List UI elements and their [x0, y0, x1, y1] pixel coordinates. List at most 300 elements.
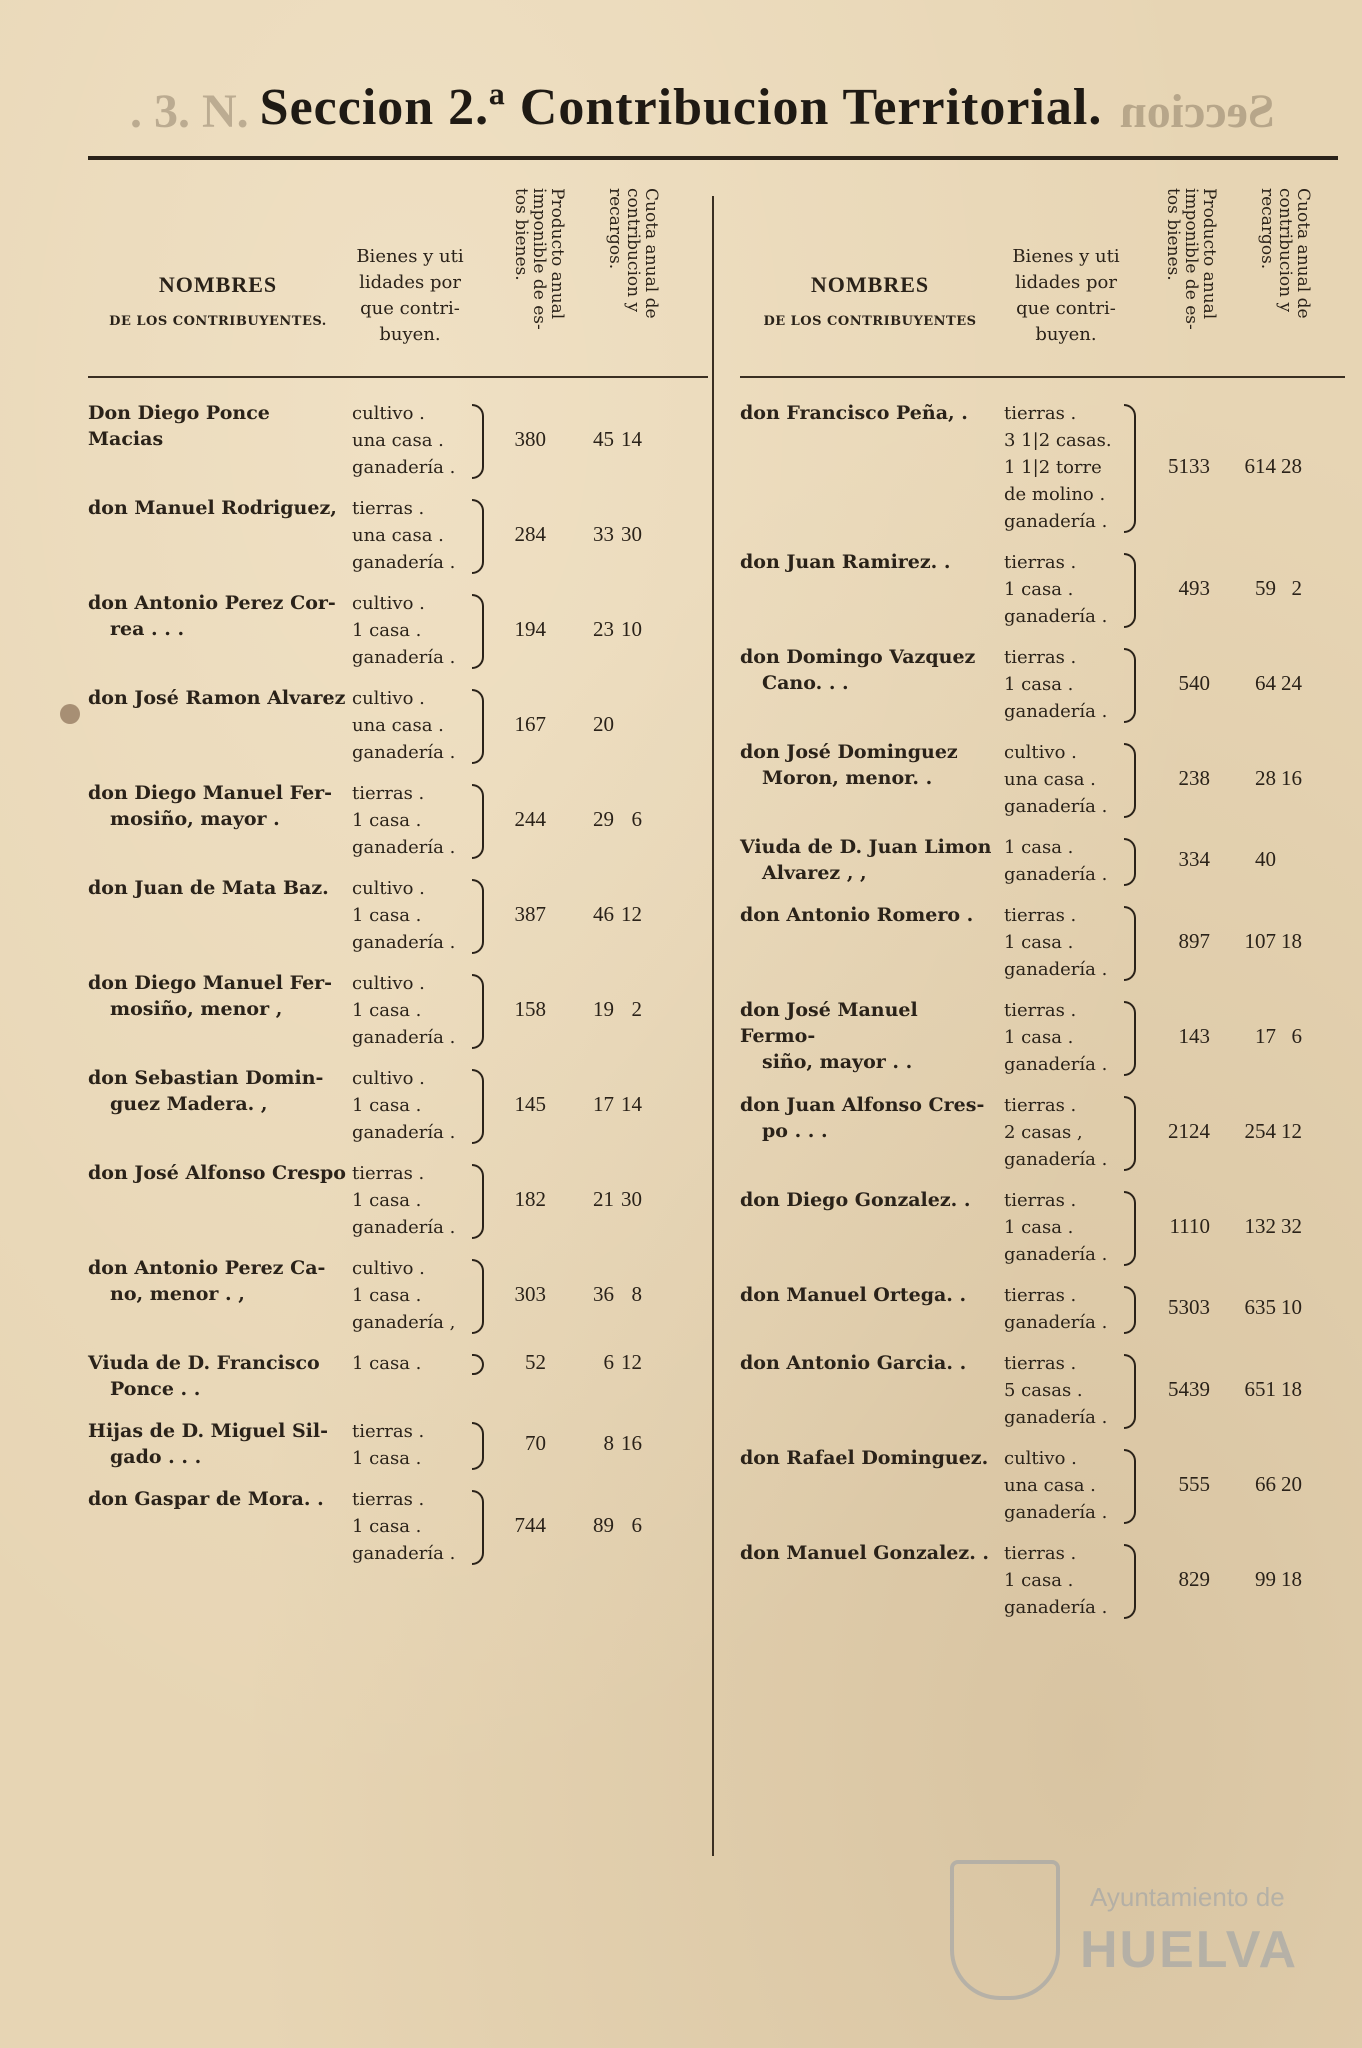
property-item: cultivo .: [1004, 742, 1077, 763]
producto-value: 5439: [1168, 1376, 1210, 1401]
property-item: ganadería .: [1004, 606, 1108, 627]
taxpayer-name: [88, 780, 346, 832]
property-item: 1 casa .: [352, 620, 422, 641]
property-items: [352, 875, 472, 956]
brace-icon: [1124, 1191, 1136, 1266]
property-item: ganadería .: [1004, 1244, 1108, 1265]
property-items: [352, 590, 472, 671]
cuota-header: Cuota anual de contribucion y recargos.: [605, 188, 661, 319]
property-items: [352, 780, 472, 861]
producto-value: 380: [514, 426, 546, 451]
cuota-reales: 19: [593, 996, 614, 1021]
property-item: ganadería .: [352, 457, 456, 478]
brace-icon: [472, 1069, 484, 1144]
cuota-maravedis: 18: [1281, 928, 1302, 953]
producto-value: 493: [1178, 575, 1210, 600]
property-item: 1 casa .: [352, 1516, 422, 1537]
taxpayer-name: [88, 1350, 346, 1402]
property-item: 1 casa .: [352, 1000, 422, 1021]
cuota-maravedis: 12: [621, 901, 642, 926]
taxpayer-name-line: gado . . .: [110, 1446, 202, 1468]
brace-icon: [1124, 906, 1136, 981]
property-item: tierras .: [1004, 1095, 1077, 1116]
property-item: cultivo .: [352, 1258, 425, 1279]
brace-icon: [472, 1422, 484, 1470]
property-item: una casa .: [352, 525, 444, 546]
taxpayer-name: [88, 1255, 346, 1307]
property-item: ganadería .: [1004, 1407, 1108, 1428]
property-item: tierras .: [352, 1421, 425, 1442]
producto-value: 158: [514, 996, 546, 1021]
cuota-reales: 99: [1255, 1566, 1276, 1591]
property-item: ganadería .: [1004, 511, 1108, 532]
cuota-reales: 614: [1244, 453, 1276, 478]
property-item: 1 casa .: [352, 1353, 422, 1374]
taxpayer-name-line: Cano. . .: [762, 672, 849, 694]
property-item: 2 casas ,: [1004, 1122, 1083, 1143]
taxpayer-name-line: don Antonio Perez Ca-: [88, 1257, 326, 1279]
cuota-maravedis: 28: [1281, 453, 1302, 478]
property-item: ganadería .: [352, 1543, 456, 1564]
bienes-label-line: buyen.: [379, 324, 441, 345]
property-item: una casa .: [1004, 1475, 1096, 1496]
producto-value: 194: [514, 616, 546, 641]
watermark-line2: HUELVA: [1080, 1921, 1299, 1979]
property-items: [352, 1350, 472, 1377]
table-row: [88, 1160, 708, 1241]
property-item: 1 casa .: [1004, 674, 1074, 695]
property-item: ganadería .: [1004, 1312, 1108, 1333]
property-items: [352, 1418, 472, 1472]
table-header: [740, 180, 1345, 370]
cuota-maravedis: 2: [631, 996, 642, 1021]
names-header: [88, 272, 348, 329]
taxpayer-name-line: don Juan Alfonso Cres-: [740, 1094, 985, 1116]
property-item: cultivo .: [352, 403, 425, 424]
property-item: una casa .: [352, 430, 444, 451]
brace-icon: [1124, 1286, 1136, 1334]
table-row: [740, 902, 1345, 983]
taxpayer-name-line: siño, mayor . .: [762, 1051, 913, 1073]
brace-icon: [472, 784, 484, 859]
table-row: [740, 1092, 1345, 1173]
cuota-reales: 46: [593, 901, 614, 926]
table-row: [740, 1350, 1345, 1431]
brace-icon: [472, 689, 484, 764]
names-label: NOMBRES: [810, 272, 930, 297]
taxpayer-name-line: don Francisco Peña, .: [740, 402, 968, 424]
cuota-maravedis: 14: [621, 426, 642, 451]
bleed-through-text-left: . 3. N.: [130, 85, 249, 138]
taxpayer-name-line: Don Diego Ponce Macias: [88, 402, 270, 450]
brace-icon: [1124, 838, 1136, 886]
property-item: 1 casa .: [352, 810, 422, 831]
property-item: ganadería .: [1004, 1149, 1108, 1170]
table-header: [88, 180, 708, 370]
property-item: tierras .: [1004, 1285, 1077, 1306]
brace-icon: [1124, 1354, 1136, 1429]
taxpayer-name-line: mosiño, menor ,: [110, 998, 283, 1020]
property-item: ganadería .: [1004, 1597, 1108, 1618]
producto-value: 2124: [1168, 1118, 1210, 1143]
taxpayer-name-line: don Juan Ramirez. .: [740, 551, 951, 573]
cuota-header: Cuota anual de contribucion y recargos.: [1257, 188, 1313, 319]
cuota-maravedis: 6: [1291, 1023, 1302, 1048]
brace-icon: [1124, 1096, 1136, 1171]
taxpayer-name: [740, 997, 998, 1075]
property-item: 1 casa .: [1004, 1217, 1074, 1238]
property-item: tierras .: [1004, 1353, 1077, 1374]
property-items: [1004, 1282, 1124, 1336]
property-items: [352, 1255, 472, 1336]
left-table: [88, 180, 708, 1581]
producto-value: 5133: [1168, 453, 1210, 478]
taxpayer-name-line: don Juan de Mata Baz.: [88, 877, 329, 899]
property-item: cultivo .: [352, 1068, 425, 1089]
taxpayer-name-line: rea . . .: [110, 618, 185, 640]
property-item: tierras .: [1004, 1543, 1077, 1564]
taxpayer-name-line: don Antonio Romero .: [740, 904, 974, 926]
cuota-maravedis: 10: [621, 616, 642, 641]
taxpayer-name: [740, 1445, 998, 1471]
header-rule: [88, 376, 708, 378]
property-items: [352, 685, 472, 766]
property-item: de molino .: [1004, 484, 1106, 505]
names-sublabel: DE LOS CONTRIBUYENTES: [763, 314, 977, 329]
cuota-reales: 28: [1255, 765, 1276, 790]
brace-icon: [1124, 553, 1136, 628]
taxpayer-name: [740, 739, 998, 791]
brace-icon: [472, 1354, 484, 1375]
taxpayer-name-line: don José Manuel Fermo-: [740, 999, 918, 1047]
producto-value: 303: [514, 1281, 546, 1306]
property-items: [1004, 1092, 1124, 1173]
table-row: [88, 685, 708, 766]
taxpayer-name-line: don Gaspar de Mora. .: [88, 1488, 324, 1510]
taxpayer-name: [88, 875, 346, 901]
taxpayer-name-line: Alvarez , ,: [762, 862, 867, 884]
property-item: ganadería .: [352, 932, 456, 953]
taxpayer-name-line: don José Dominguez: [740, 741, 958, 763]
property-item: ganadería .: [352, 1217, 456, 1238]
property-item: ganadería .: [1004, 1502, 1108, 1523]
property-item: tierras .: [352, 783, 425, 804]
property-item: tierras .: [1004, 403, 1077, 424]
property-item: ganadería .: [1004, 701, 1108, 722]
cuota-maravedis: 12: [1281, 1118, 1302, 1143]
cuota-reales: 64: [1255, 670, 1276, 695]
table-row: [740, 1187, 1345, 1268]
brace-icon: [472, 1164, 484, 1239]
property-item: 1 casa .: [352, 1190, 422, 1211]
taxpayer-name-line: don José Alfonso Crespo: [88, 1162, 346, 1184]
cuota-maravedis: 20: [1281, 1471, 1302, 1496]
property-items: [352, 1160, 472, 1241]
cuota-reales: 66: [1255, 1471, 1276, 1496]
producto-value: 540: [1178, 670, 1210, 695]
brace-icon: [1124, 1544, 1136, 1619]
table-row: [88, 1255, 708, 1336]
page-title: Seccion 2.ª Contribucion Territorial.: [259, 79, 1103, 136]
property-items: [352, 1486, 472, 1567]
property-item: tierras .: [1004, 647, 1077, 668]
taxpayer-name-line: guez Madera. ,: [110, 1093, 268, 1115]
cuota-maravedis: 16: [621, 1431, 642, 1455]
column-divider: [712, 196, 714, 1856]
cuota-maravedis: 16: [1281, 765, 1302, 790]
property-item: 3 1|2 casas.: [1004, 430, 1112, 451]
table-row: [88, 1418, 708, 1472]
property-item: tierras .: [1004, 1000, 1077, 1021]
taxpayer-name: [88, 1160, 346, 1186]
taxpayer-name-line: mosiño, mayor .: [110, 808, 280, 830]
taxpayer-name: [88, 1065, 346, 1117]
brace-icon: [472, 1259, 484, 1334]
cuota-reales: 89: [593, 1512, 614, 1537]
table-row: [88, 400, 708, 481]
property-item: cultivo .: [352, 878, 425, 899]
cuota-reales: 651: [1244, 1376, 1276, 1401]
producto-value: 387: [514, 901, 546, 926]
coat-of-arms-icon: [950, 1860, 1060, 2000]
cuota-maravedis: 8: [631, 1281, 642, 1306]
producto-value: 143: [1178, 1023, 1210, 1048]
cuota-reales: 107: [1244, 928, 1276, 953]
table-row: [740, 834, 1345, 888]
property-items: [1004, 1350, 1124, 1431]
property-items: [1004, 1445, 1124, 1526]
cuota-reales: 8: [603, 1431, 614, 1455]
table-row: [88, 590, 708, 671]
property-item: tierras .: [1004, 905, 1077, 926]
brace-icon: [1124, 743, 1136, 818]
table-row: [88, 1486, 708, 1567]
bienes-label-line: buyen.: [1035, 324, 1097, 345]
property-item: 5 casas .: [1004, 1380, 1083, 1401]
property-item: 1 casa .: [1004, 932, 1074, 953]
taxpayer-name: [88, 400, 346, 452]
left-entries: [88, 400, 708, 1567]
brace-icon: [1124, 1449, 1136, 1524]
producto-value: 70: [525, 1431, 546, 1455]
brace-icon: [1124, 648, 1136, 723]
header-rule: [740, 376, 1345, 378]
taxpayer-name: [740, 902, 998, 928]
brace-icon: [472, 974, 484, 1049]
property-item: 1 casa .: [352, 1095, 422, 1116]
producto-value: 244: [514, 806, 546, 831]
property-item: ganadería .: [352, 837, 456, 858]
taxpayer-name-line: don Antonio Perez Cor-: [88, 592, 336, 614]
cuota-maravedis: 30: [621, 1186, 642, 1211]
cuota-maravedis: 2: [1291, 575, 1302, 600]
cuota-maravedis: 10: [1281, 1295, 1302, 1319]
cuota-maravedis: 32: [1281, 1213, 1302, 1238]
taxpayer-name-line: don Antonio Garcia. .: [740, 1352, 967, 1374]
property-item: ganadería .: [1004, 864, 1108, 885]
property-items: [1004, 644, 1124, 725]
table-row: [88, 875, 708, 956]
table-row: [740, 1540, 1345, 1621]
cuota-reales: 17: [593, 1091, 614, 1116]
taxpayer-name-line: don Domingo Vazquez: [740, 646, 976, 668]
taxpayer-name-line: don Diego Gonzalez. .: [740, 1189, 971, 1211]
property-item: cultivo .: [352, 688, 425, 709]
property-items: [352, 1065, 472, 1146]
bienes-label-line: que contri-: [1016, 298, 1116, 319]
right-entries: [740, 400, 1345, 1621]
property-item: ganadería .: [352, 1122, 456, 1143]
property-item: cultivo .: [1004, 1448, 1077, 1469]
taxpayer-name-line: don Sebastian Domin-: [88, 1067, 324, 1089]
taxpayer-name: [88, 1418, 346, 1470]
bienes-header: [346, 244, 474, 348]
property-item: 1 casa .: [1004, 579, 1074, 600]
table-row: [88, 780, 708, 861]
names-label: NOMBRES: [158, 272, 278, 297]
property-item: ganadería .: [352, 1027, 456, 1048]
taxpayer-name-line: Viuda de D. Juan Limon: [740, 836, 992, 858]
taxpayer-name-line: Viuda de D. Francisco: [88, 1352, 320, 1374]
table-row: [740, 997, 1345, 1078]
property-item: una casa .: [1004, 769, 1096, 790]
right-table: [740, 180, 1345, 1635]
property-item: 1 casa .: [1004, 837, 1074, 858]
brace-icon: [472, 1490, 484, 1565]
property-items: [1004, 400, 1124, 535]
producto-value: 897: [1178, 928, 1210, 953]
property-items: [352, 970, 472, 1051]
cuota-maravedis: 6: [631, 806, 642, 831]
cuota-reales: 59: [1255, 575, 1276, 600]
taxpayer-name: [740, 1540, 998, 1566]
producto-value: 1110: [1169, 1213, 1210, 1238]
cuota-maravedis: 6: [631, 1512, 642, 1537]
producto-value: 555: [1178, 1471, 1210, 1496]
cuota-reales: 254: [1244, 1118, 1276, 1143]
names-header: [740, 272, 1000, 329]
cuota-reales: 635: [1244, 1295, 1276, 1319]
property-items: [1004, 1540, 1124, 1621]
watermark-line1: Ayuntamiento de: [1090, 1882, 1285, 1912]
taxpayer-name: [740, 644, 998, 696]
producto-value: 284: [514, 521, 546, 546]
title-rule: [88, 156, 1338, 160]
taxpayer-name: [740, 834, 998, 886]
property-items: [1004, 902, 1124, 983]
property-item: 1 casa .: [352, 905, 422, 926]
property-items: [352, 495, 472, 576]
brace-icon: [1124, 404, 1136, 533]
property-items: [352, 400, 472, 481]
producto-value: 334: [1178, 847, 1210, 871]
table-row: [740, 739, 1345, 820]
producto-header: Producto anual imponible de es- tos bienes.: [511, 188, 567, 330]
cuota-maravedis: 12: [621, 1350, 642, 1374]
taxpayer-name-line: Moron, menor. .: [762, 767, 933, 789]
table-row: [88, 970, 708, 1051]
table-row: [740, 400, 1345, 535]
ink-stain: [60, 704, 80, 724]
property-item: ganadería ,: [352, 1312, 456, 1333]
taxpayer-name: [88, 1486, 346, 1512]
taxpayer-name: [740, 1282, 998, 1308]
property-item: una casa .: [352, 715, 444, 736]
cuota-reales: 33: [593, 521, 614, 546]
producto-value: 744: [514, 1512, 546, 1537]
producto-value: 829: [1178, 1566, 1210, 1591]
property-item: 1 casa .: [1004, 1570, 1074, 1591]
names-sublabel: DE LOS CONTRIBUYENTES.: [109, 314, 327, 329]
cuota-reales: 21: [593, 1186, 614, 1211]
property-item: ganadería .: [1004, 959, 1108, 980]
table-row: [740, 1282, 1345, 1336]
property-item: tierras .: [1004, 552, 1077, 573]
table-row: [740, 549, 1345, 630]
taxpayer-name-line: don Rafael Dominguez.: [740, 1447, 989, 1469]
taxpayer-name: [740, 1350, 998, 1376]
property-item: tierras .: [352, 1163, 425, 1184]
taxpayer-name: [740, 400, 998, 426]
cuota-maravedis: 30: [621, 521, 642, 546]
table-row: [740, 644, 1345, 725]
property-items: [1004, 834, 1124, 888]
table-row: [88, 495, 708, 576]
watermark-logo: [950, 1860, 1330, 2000]
property-item: tierras .: [352, 498, 425, 519]
property-item: 1 casa .: [1004, 1027, 1074, 1048]
cuota-reales: 23: [593, 616, 614, 641]
taxpayer-name-line: don Manuel Rodriguez,: [88, 497, 337, 519]
cuota-reales: 29: [593, 806, 614, 831]
table-row: [88, 1350, 708, 1404]
taxpayer-name-line: no, menor . ,: [110, 1283, 245, 1305]
cuota-reales: 132: [1244, 1213, 1276, 1238]
taxpayer-name-line: don Diego Manuel Fer-: [88, 972, 333, 994]
taxpayer-name-line: po . . .: [762, 1120, 828, 1142]
taxpayer-name-line: don Diego Manuel Fer-: [88, 782, 333, 804]
property-items: [1004, 549, 1124, 630]
property-item: ganadería .: [352, 552, 456, 573]
taxpayer-name: [88, 685, 346, 711]
bienes-label-line: lidades por: [359, 272, 461, 293]
bienes-label-line: que contri-: [360, 298, 460, 319]
property-items: [1004, 739, 1124, 820]
property-item: ganadería .: [1004, 796, 1108, 817]
property-item: cultivo .: [352, 593, 425, 614]
producto-value: 5303: [1168, 1295, 1210, 1319]
cuota-maravedis: 24: [1281, 670, 1302, 695]
cuota-maravedis: 14: [621, 1091, 642, 1116]
taxpayer-name: [88, 970, 346, 1022]
cuota-reales: 40: [1255, 847, 1276, 871]
property-items: [1004, 1187, 1124, 1268]
taxpayer-name: [88, 495, 346, 521]
property-item: ganadería .: [352, 742, 456, 763]
property-item: ganadería .: [1004, 1054, 1108, 1075]
table-row: [740, 1445, 1345, 1526]
cuota-reales: 20: [593, 711, 614, 736]
property-item: ganadería .: [352, 647, 456, 668]
property-item: 1 1|2 torre: [1004, 457, 1102, 478]
brace-icon: [472, 879, 484, 954]
producto-value: 167: [514, 711, 546, 736]
taxpayer-name-line: Hijas de D. Miguel Sil-: [88, 1420, 328, 1442]
cuota-reales: 36: [593, 1281, 614, 1306]
brace-icon: [472, 499, 484, 574]
bienes-label-line: lidades por: [1015, 272, 1117, 293]
bienes-label-line: Bienes y uti: [1012, 246, 1120, 267]
